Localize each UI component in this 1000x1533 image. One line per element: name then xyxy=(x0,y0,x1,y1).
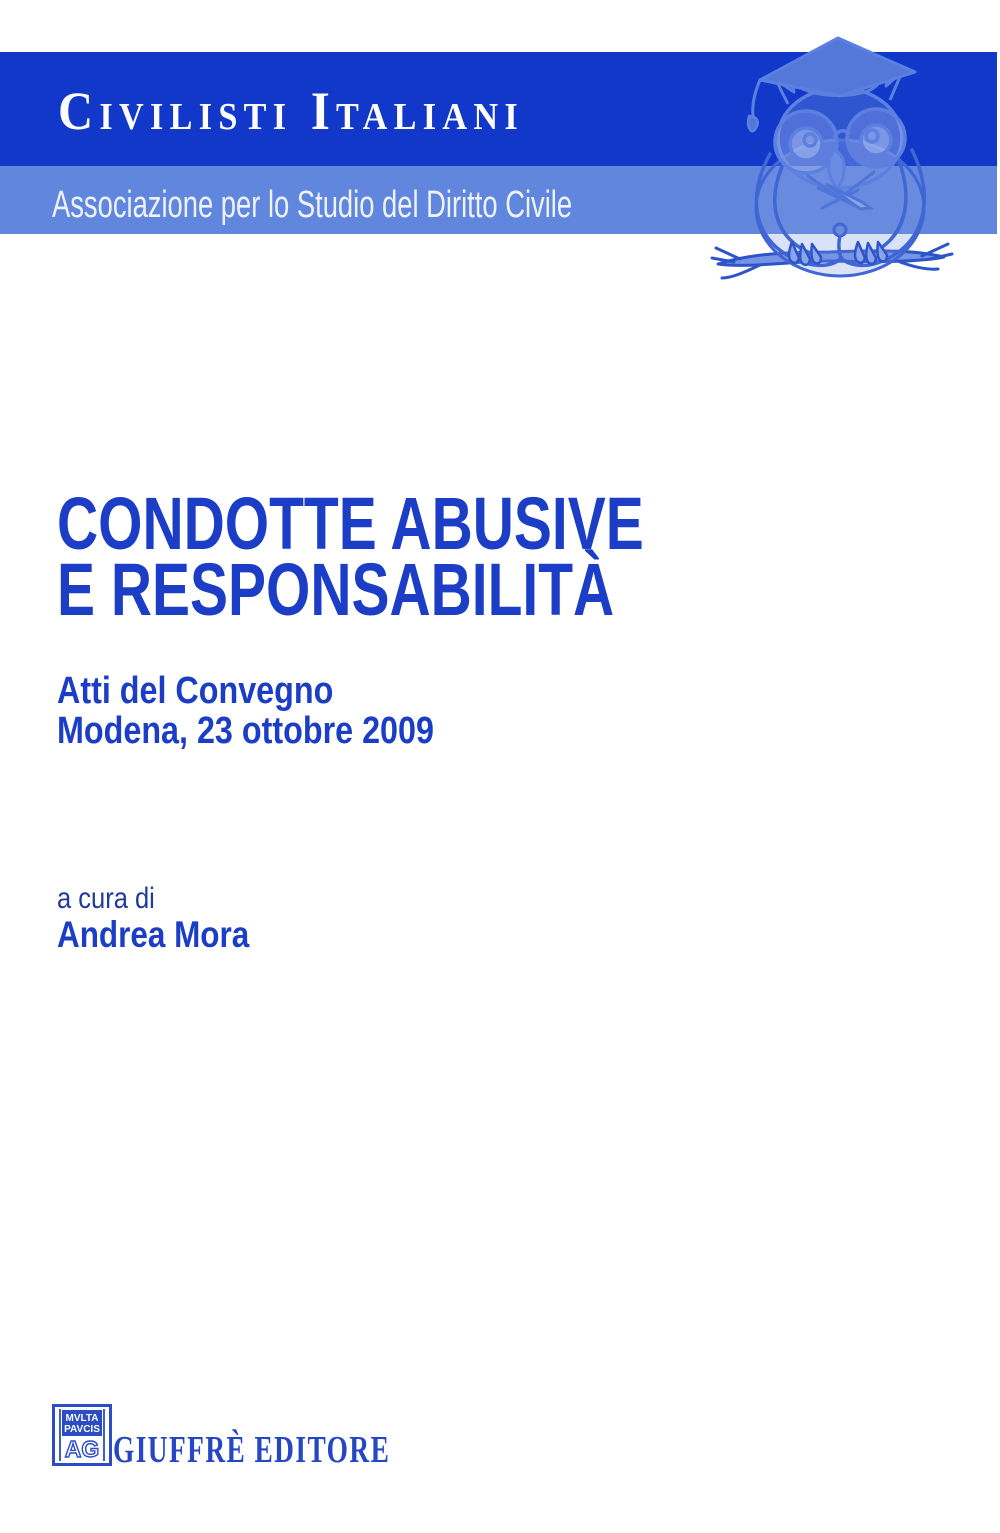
book-title-line2: E RESPONSABILITÀ xyxy=(57,548,615,631)
curator-prefix: a cura di xyxy=(57,882,155,915)
book-subtitle-line1: Atti del Convegno xyxy=(57,670,334,712)
owl-graduate-icon xyxy=(700,12,960,284)
curator-name: Andrea Mora xyxy=(57,914,250,955)
book-subtitle-line2: Modena, 23 ottobre 2009 xyxy=(57,710,434,752)
organization-subtitle: Associazione per lo Studio del Diritto Civile xyxy=(52,184,573,226)
publisher-emblem-icon xyxy=(52,1404,112,1466)
publisher-name: GIUFFRÈ EDITORE xyxy=(113,1429,391,1471)
organization-name: Civilisti Italiani xyxy=(58,81,524,141)
emblem-motto-line1: MVLTA xyxy=(65,1413,99,1424)
book-title-line1: CONDOTTE ABUSIVE xyxy=(57,482,644,565)
emblem-initials: AG xyxy=(64,1436,100,1462)
emblem-motto-line2: PAVCIS xyxy=(64,1424,100,1435)
